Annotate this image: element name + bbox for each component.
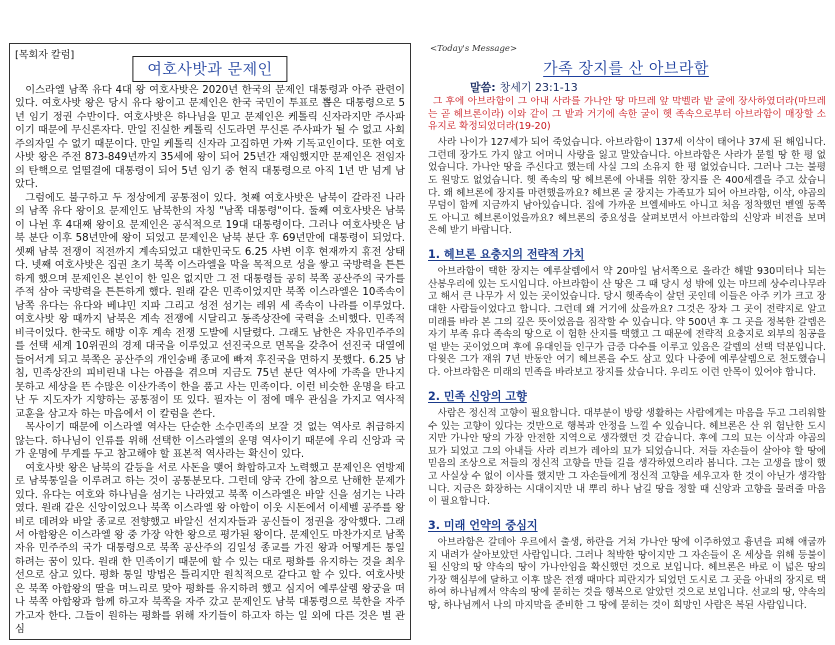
sermon-section (428, 248, 826, 380)
section-heading (428, 390, 826, 404)
sermon-title: 가족 장지를 산 아브라함 (543, 59, 709, 77)
section-body: 사람은 정신적 고향이 필요합니다. 대부분이 방랑 생활하는 사람에게는 마음을 두고 그리워할 수 있는 고향이 있다는 것만으로 행복과 안정을 느낄 수 있습니다. 헤브론은 산 위 험난한 도시지만 가나안 땅의 가장 안전한 지역으로 생각했던 것 같습니다. 후에 그의 묘는 이삭과 야곱의 묘가 되었고 그의 아내들 사라 리브가 레아의 묘가 되었습니다. 저들 자손들이 살아야 할 땅에 믿음의 조상으로 저들의 정신적 고향을 만들 길을 생각하였으리라 봅니다. 그는 고생을 많이 했고 사실상 수 없이 이사를 했지만 그 자손들에게 정신적 고향을 세우고자 한 것이 아닌가 생각합니다. 지금은 화장하는 시대이지만 내 뿌리 하나 남길 땅을 정할 때 신앙과 고향을 물려줄 마음이 필요합니다. (428, 407, 826, 508)
column-section-label: [목회자 칼럼] (15, 50, 75, 61)
section-body: 아브라함은 갈데아 우르에서 출생, 하란을 거쳐 가나안 땅에 이주하였고 흉년을 피해 애굽까지 내려가 살아보았던 사람입니다. 그러나 척박한 땅이지만 그 자손들이 온 세상을 위해 등불이 될 신앙의 땅 약속의 땅이 가나안임을 확신했던 것으로 보입니다. 헤브론은 바로 이 넓은 땅의 가장 핵심부에 달하고 이후 많은 전쟁 때마다 피란지가 되었던 도시로 그 곳을 아내의 장지로 택하여 하나님께서 약속의 땅에 묻히는 것을 행복으로 알았던 것으로 보입니다. 선교의 땅, 약속의 땅, 하나님께서 나의 마지막을 준비한 그 땅에 묻히는 것이 희망인 사람은 복된 사람입니다. (428, 537, 826, 612)
section-heading-text: 3. 미래 언약의 중심지 (428, 518, 538, 532)
sermon-column (424, 43, 828, 640)
sermon-intro: 사라 나이가 127세가 되어 죽었습니다. 아브라함이 137세 이삭이 태어나 37세 된 해입니다. 그런데 장가도 가지 않고 어머니 사랑을 잃고 말았습니다. 아브라함은 사라가 묻힐 땅 한 평 없었습니다. 가나안 땅을 주신다고 했는데 사실 그의 소유지 한 평 없었습니다. 그러나 그는 불평도 원망도 없었습니다. 헷 족속의 땅 헤브론에 아내를 위한 장지를 은 400세겔을 주고 샀습니다. 왜 헤브론에 장지를 마련했을까요? 헤브론 굴 장지는 가족묘가 되어 아브라함, 이삭, 야곱의 무덤이 함께 지금까지 남아있습니다. 집에 가까운 브엘세바도 아니고 처음 정착했던 벧엘 동쪽도 아니고 헤브론이었을까요? 헤브론의 중요성을 살펴보면서 아브라함의 신앙과 비전을 보며 은혜 받기 바랍니다. (428, 137, 826, 237)
section-heading-text: 1. 헤브론 요충지의 전략적 가치 (428, 247, 585, 261)
column-paragraph: 여호사밧 왕은 남북의 갈등을 서로 사돈을 맺어 화합하고자 노력했고 문제인은 연방제로 남북통일을 이루려고 하는 것이 공통분모다. 그런데 양국 간에 참으로 난해한 문제가 있다. 유다는 여호와 하나님을 섬기는 나라였고 북쪽 이스라엘은 바알 신을 섬기는 나라였다. 원래 같은 신앙이었으나 북쪽 이스라엘 왕 아합이 이웃 시돈에서 이세벨 공주를 왕비로 데려와 바알 종교로 전향했고 바알신 선지자들과 공신들이 정권을 장악했다. 그래서 아합왕은 이스라엘 왕 중 가장 악한 왕으로 평가된 왕이다. 문제인도 마찬가지로 남쪽 자유 민주주의 국가 대통령으로 북쪽 공산주의 김일성 종교를 가진 왕과 어떻게든 통일하려는 꿈이 있다. 원래 한 민족이기 때문에 할 수 있는 대로 평화를 유지하는 것을 최우선으로 삼고 있다. 평화 통일 방법은 틀리지만 원칙적으로 같다고 할 수 있다. 여호사밧은 북쪽 아합왕의 딸을 며느리로 맞아 평화를 유지하려 했고 심지어 예루살렘 왕궁을 떠나 북쪽 아합왕과 함께 하고자 북쪽을 자주 갔고 문제인도 남북 대통령으로 북한을 자주 가고자 한다. 그들이 원하는 평화를 위해 자기들이 하고자 하는 일 외에 다른 것은 별 관심 (15, 462, 405, 636)
section-heading-text: 2. 민족 신앙의 고향 (428, 389, 527, 403)
sermon-section (428, 390, 826, 509)
column-paragraph: 이스라엘 남쪽 유다 4대 왕 여호사밧은 2020년 한국의 문제인 대통령과 아주 관련이 있다. 여호사밧 왕은 당시 유다 왕이고 문제인은 한국 국민이 투표로 뽑은 대통령으로 5년 임기 정권 수반이다. 여호사밧은 하나님을 믿고 문제인은 케톨릭 신자라지만 주사파이기 때문에 무신론자다. 만일 진실한 케톨릭 신도라면 무신론 주사파가 될 수 없고 사회주의자일 수 없기 때문이다. 만일 케톨릭 신자라 고집하면 가짜 기독교인이다. 또한 여호사밧 왕은 주전 873-849년까지 35세에 왕이 되어 25년간 재임했지만 문제인은 전임자의 탄핵으로 얼떨결에 대통령이 되어 5년 임기 중 현직 대통령으로 아직 1년 반 넘게 남았다. (15, 85, 405, 191)
pastor-column (9, 43, 411, 640)
sermon-body (428, 96, 826, 635)
scripture-reference (470, 79, 578, 95)
key-verse: 그 후에 아브라함이 그 아내 사라를 가나안 땅 마므레 앞 막벨라 밭 굴에 장사하였더라(마므레는 곧 헤브론이라) 이와 같이 그 밭과 거기에 속한 굴이 헷 족속으로부터 아브라함이 매장할 소유지로 확정되었더라(19-20) (428, 96, 826, 133)
section-body: 아브라함이 택한 장지는 예루살렘에서 약 20마일 남서쪽으로 올라간 해발 930미터나 되는 산봉우리에 있는 도시입니다. 아브라함이 산 땅은 그 때 당시 성 밖에 있는 마므레 상수리나무라고 해서 큰 나무가 서 있는 곳이었습니다. 당시 헷족속이 살던 곳인데 이들은 아주 키가 크고 장대한 사람들이었다고 합니다. 그런데 왜 거기에 샀을까요? 그것은 장차 그 곳이 전략지로 알고 미래를 바라 본 그의 깊은 뜻이었음을 짐작할 수 있습니다. 약 500년 후 그 곳을 정복한 갈렙은 자기 부족 유다 족속의 땅으로 이 험한 산지를 택했고 그 때문에 전략적 요충지로 외부의 침공을 덜 받는 곳이었으며 후에 유대인들 인구가 급증 다수를 이루고 있음은 갈렙의 선택 덕분입니다. 다윗은 그가 재위 7년 반동안 여기 헤브론을 수도 삼고 있다 나중에 예루살렘으로 천도했습니다. 아브라함은 미래의 민족을 바라보고 장지를 샀습니다. 우리도 이런 안목이 있어야 합니다. (428, 266, 826, 379)
sermon-section (428, 519, 826, 613)
column-title: 여호사밧과 문제인 (147, 60, 273, 78)
scripture-label: 말씀: (470, 81, 496, 94)
column-body (15, 84, 405, 636)
section-heading (428, 248, 826, 262)
column-title-box (132, 56, 287, 82)
column-paragraph: 그럼에도 불구하고 두 정상에게 공통점이 있다. 첫째 여호사밧은 남북이 갈라진 나라의 남쪽 유다 왕이요 문제인도 남북한의 자칭 "남쪽 대통령"이다. 둘째 여호사밧은 남북이 나뉜 후 4대째 왕이요 문제인은 공식적으로 19대 대통령이다. 그러나 여호사밧은 남북 분단 이후 58년만에 왕이 되었고 문제인은 남북 분단 후 69년만에 대통령이 되었다. 셋째 남북 전쟁이 직전까지 계속되었고 대한민국도 6.25 사변 이후 현재까지 휴전 상태다. 넷째 여호사밧은 집권 초기 북쪽 이스라엘을 막을 목적으로 성을 쌓고 국방력을 튼튼하게 했으며 문제인은 본인이 한 일은 없지만 그 전 대통령들 공히 북쪽 공산주의 국가를 주적 삼아 국방력을 튼튼하게 했다. 원래 같은 민족이었지만 북쪽 이스라엘은 10족속이 남쪽 유다는 유다와 베냐민 지파 그리고 성전 섬기는 레위 세 족속이 나라를 이루었다. 여호사밧 왕 때까지 남북은 계속 전쟁에 시달리고 동족상잔에 국력을 소비했다. 민족적 비극이었다. 한국도 해방 이후 계속 전쟁 도발에 시달렸다. 그래도 남한은 자유민주주의를 선택 세계 10위권의 경제 대국을 이루었고 선진국으로 면목을 갖추어 선진국 대열에 들어서게 되고 북쪽은 공산주의 개인숭배 종교에 빠져 후진국을 면하지 못했다. 6.25 남침, 민족상잔의 피비린내 나는 아픔을 겪으며 지금도 75년 분단 역사에 가족을 만나지 못하고 세상을 뜬 수많은 이산가족이 한을 품고 사는 민족이다. 이런 비슷한 운명을 타고난 두 지도자가 지향하는 공통점이 또 있다. 필자는 이 점에 매우 관심을 가지고 역사적 교훈을 삼고자 하는 마음에서 이 칼럼을 쓴다. (15, 192, 405, 420)
todays-message-header: <Today's Message> (430, 44, 518, 54)
sermon-title-row (424, 57, 828, 78)
scripture-passage: 창세기 23:1-13 (499, 81, 578, 94)
column-paragraph: 목사이기 때문에 이스라엘 역사는 단순한 소수민족의 보잘 것 없는 역사로 취급하지 않는다. 하나님이 인류를 위해 선택한 이스라엘의 운명 역사이기 때문에 우리 신앙과 국가 운명에 무게를 두고 참고해야 할 표본적 역사라는 확신이 있다. (15, 422, 405, 461)
section-heading (428, 519, 826, 533)
